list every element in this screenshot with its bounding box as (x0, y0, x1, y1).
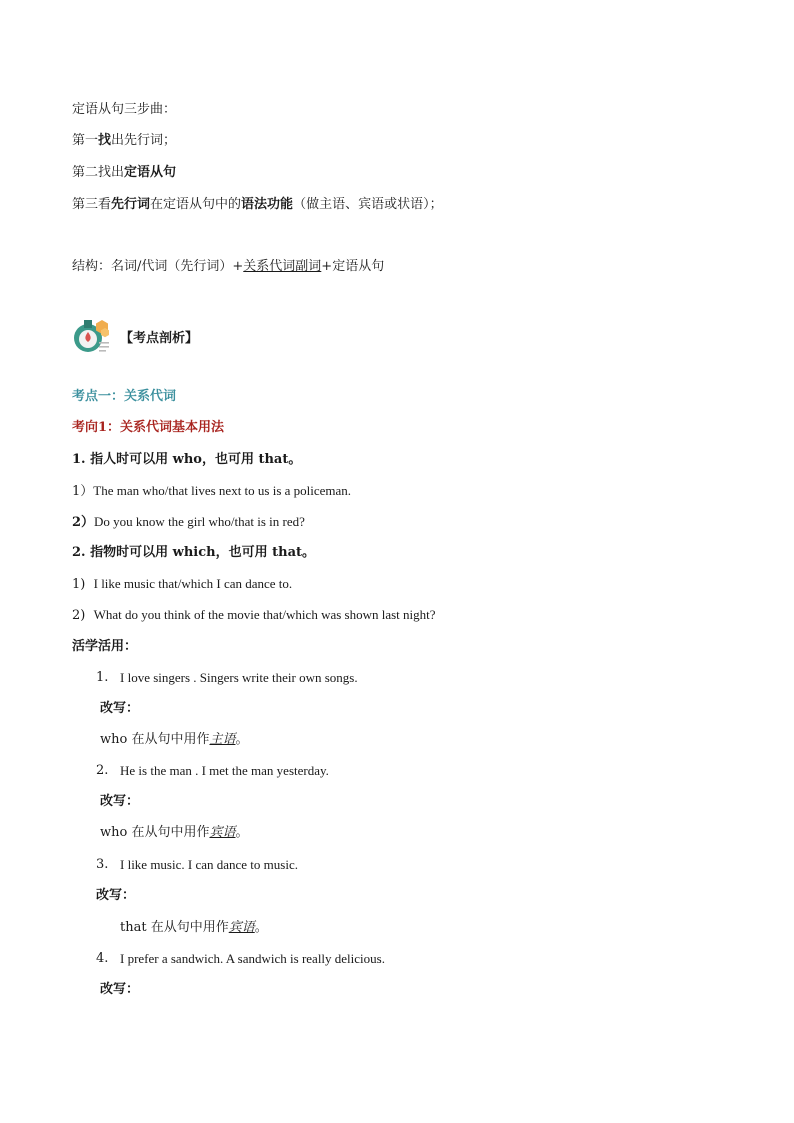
rule-2-example-1: 1) I like music that/which I can dance to. (72, 576, 293, 592)
rule-2-example-2: 2) What do you think of the movie that/which was shown last night? (72, 607, 436, 623)
section-header-label: 【考点剖析】 (120, 331, 199, 346)
kaoxiang-heading: 考向1：关系代词基本用法 (72, 420, 225, 435)
rule-1-example-2: 2）Do you know the girl who/that is in red? (72, 514, 305, 530)
practice-note-1: who 在从句中用作主语。 (100, 732, 249, 747)
flask-beaker-icon (72, 318, 114, 354)
practice-note-2: who 在从句中用作宾语。 (100, 825, 249, 840)
rewrite-label-1: 改写： (100, 701, 140, 716)
structure-line: 结构：名词/代词（先行词）+关系代词副词+定语从句 (72, 259, 385, 274)
practice-title: 活学活用： (72, 639, 138, 654)
rule-1-heading: 1. 指人时可以用 who，也可用 that。 (72, 452, 302, 467)
rewrite-label-3: 改写： (96, 888, 136, 903)
intro-step1: 第一找出先行词； (72, 133, 177, 148)
rule-1-example-1: 1）The man who/that lives next to us is a policeman. (72, 483, 352, 499)
rewrite-label-2: 改写： (100, 794, 140, 809)
intro-step3: 第三看先行词在定语从句中的语法功能（做主语、宾语或状语）； (72, 197, 443, 212)
practice-item-4: 4. I prefer a sandwich. A sandwich is really delicious. (96, 951, 385, 966)
rewrite-label-4: 改写： (100, 982, 140, 997)
rule-2-heading: 2. 指物时可以用 which，也可用 that。 (72, 545, 315, 560)
intro-step2: 第二找出定语从句 (72, 165, 177, 180)
practice-item-1: 1. I love singers . Singers write their own songs. (96, 670, 358, 685)
practice-note-3: that 在从句中用作宾语。 (120, 920, 268, 935)
intro-title: 定语从句三步曲： (72, 102, 177, 117)
practice-item-2: 2. He is the man . I met the man yesterday. (96, 763, 329, 778)
kaodian-heading: 考点一：关系代词 (72, 389, 177, 404)
practice-item-3: 3. I like music. I can dance to music. (96, 857, 298, 872)
